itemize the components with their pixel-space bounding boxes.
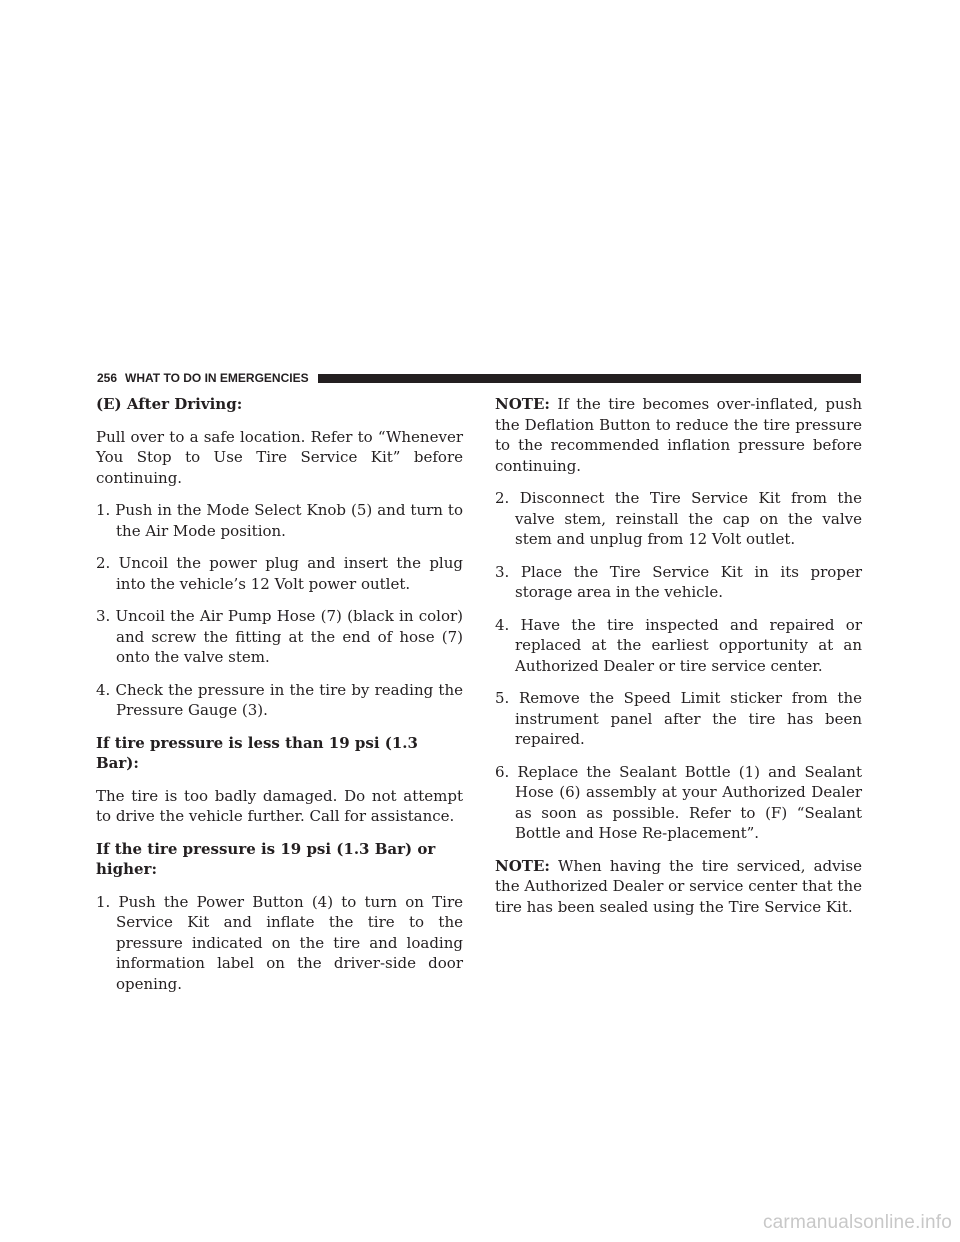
high-pressure-heading: If the tire pressure is 19 psi (1.3 Bar) or higher: xyxy=(96,839,436,878)
list-item: 4. Have the tire inspected and repaired or replaced at the earliest opportunity at an Authorized Dealer or tire service center. xyxy=(495,615,862,675)
list-item: 1. Push in the Mode Select Knob (5) and turn to the Air Mode position. xyxy=(96,501,463,540)
list-item: 3. Place the Tire Service Kit in its proper storage area in the vehicle. xyxy=(495,562,862,601)
list-item: 5. Remove the Speed Limit sticker from the instrument panel after the tire has been repaired. xyxy=(495,689,862,748)
high-pressure-steps xyxy=(96,892,463,995)
list-item: 2. Disconnect the Tire Service Kit from the valve stem, reinstall the cap on the valve stem and unplug from 12 Volt outlet. xyxy=(495,489,862,548)
note-text: If the tire becomes over-inflated, push the Deflation Button to reduce the tire pressure to the recommended inflation pressure before continuing. xyxy=(495,395,862,475)
intro-paragraph: Pull over to a safe location. Refer to “Whenever You Stop to Use Tire Service Kit” before continuing. xyxy=(96,427,463,487)
list-item: 6. Replace the Sealant Bottle (1) and Sealant Hose (6) assembly at your Authorized Dealer as soon as possible. Refer to (F) “Sealant Bottle and Hose Re-placement”. xyxy=(495,762,862,842)
list-item: 2. Uncoil the power plug and insert the plug into the vehicle’s 12 Volt power outlet. xyxy=(96,554,463,593)
list-item: 3. Uncoil the Air Pump Hose (7) (black in color) and screw the fitting at the end of hose (7) onto the valve stem. xyxy=(96,607,463,666)
watermark: carmanualsonline.info xyxy=(762,1212,952,1233)
list-item: 4. Check the pressure in the tire by reading the Pressure Gauge (3). xyxy=(96,680,463,719)
continuation-steps xyxy=(495,488,862,844)
after-driving-steps xyxy=(96,500,463,721)
list-item: 1. Push the Power Button (4) to turn on Tire Service Kit and inflate the tire to the pressure indicated on the tire and loading information label on the driver-side door opening. xyxy=(96,892,463,993)
right-column xyxy=(495,394,862,929)
section-title: WHAT TO DO IN EMERGENCIES xyxy=(125,371,309,385)
low-pressure-text: The tire is too badly damaged. Do not attempt to drive the vehicle further. Call for assistance. xyxy=(96,786,463,825)
page-header xyxy=(97,370,861,386)
note-serviced xyxy=(495,856,862,918)
note-text: When having the tire serviced, advise the Authorized Dealer or service center that the tire has been sealed using the Tire Service Kit. xyxy=(495,856,862,916)
note-label: NOTE: xyxy=(495,395,550,413)
after-driving-heading: (E) After Driving: xyxy=(96,395,243,413)
low-pressure-heading: If tire pressure is less than 19 psi (1.3 Bar): xyxy=(96,733,418,772)
header-rule xyxy=(318,374,861,383)
left-column xyxy=(96,394,463,1006)
note-label: NOTE: xyxy=(495,856,550,875)
note-over-inflated xyxy=(495,394,862,476)
page-number: 256 xyxy=(97,371,118,385)
